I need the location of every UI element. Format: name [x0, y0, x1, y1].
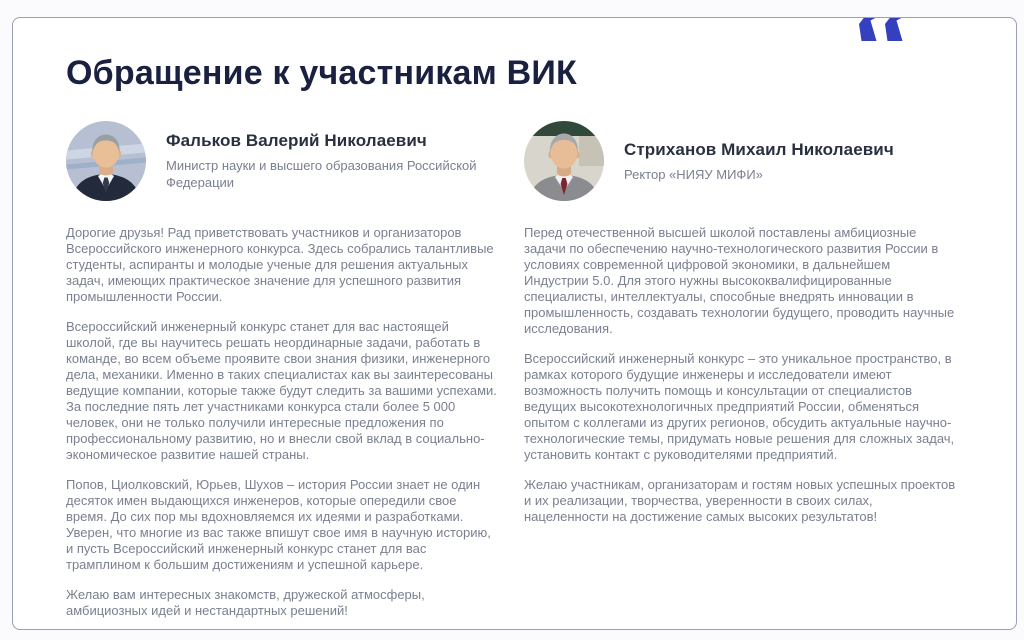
speaker-role-strikhanov: Ректор «НИЯУ МИФИ» — [624, 166, 763, 182]
speaker-column-strikhanov — [524, 121, 956, 630]
strikhanov-paragraph-3: Желаю участникам, организаторам и гостям новых успешных проектов и их реализации, творчества, уверенности в своих силах, нацеленности на достижение самых высоких результатов! — [524, 477, 956, 524]
speaker-ident-strikhanov — [624, 140, 894, 183]
speaker-name-falkov: Фальков Валерий Николаевич — [166, 131, 427, 150]
page-title: Обращение к участникам ВИК — [66, 54, 577, 92]
speaker-header-falkov — [66, 121, 498, 201]
speakers-columns — [66, 121, 956, 630]
strikhanov-portrait-photo — [524, 121, 604, 201]
speaker-name-strikhanov: Стриханов Михаил Николаевич — [624, 139, 894, 159]
speaker-ident-falkov — [166, 131, 498, 191]
speaker-role-falkov: Министр науки и высшего образования Российской Федерации — [166, 158, 477, 190]
strikhanov-paragraph-1: Перед отечественной высшей школой поставлены амбициозные задачи по обеспечению научно-технологического развития России в условиях современной цифровой экономики, в дальнейшем Индустрии 5.0. Для этого нужны высококвалифицированные специалисты, интеллектуалы, способные внедрять инновации в промышленность, создавать технологии будущего, проводить научные исследования. — [524, 225, 955, 336]
falkov-paragraph-3: Попов, Циолковский, Юрьев, Шухов – история России знает не один десяток имен выдающихся инженеров, которые опередили свое время. До сих пор мы вдохновляемся их идеями и разработками. Уверен, что многие из вас также впишут свое имя в научную историю, и пусть Всероссийский инженерный конкурс станет для вас трамплином к большим достижениям и успешной карьере. — [66, 477, 491, 572]
falkov-paragraph-2: Всероссийский инженерный конкурс станет для вас настоящей школой, где вы научитесь решать неординарные задачи, работать в команде, во всем объеме проявите свои знания физики, инженерного дела, механики. Именно в таких специалистах как вы заинтересованы ведущие компании, которые также будут следить за вашими успехами. За последние пять лет участниками конкурса стали более 5 000 человек, они не только получили интересные предложения по профессиональному развитию, но и внесли свой вклад в социально-экономическое развитие нашей страны. — [66, 319, 497, 462]
speaker-header-strikhanov — [524, 121, 956, 201]
double-quote-icon — [858, 17, 910, 42]
falkov-portrait-photo — [66, 121, 146, 201]
content-card — [12, 17, 1017, 630]
falkov-paragraph-4: Желаю вам интересных знакомств, дружеской атмосферы, амбициозных идей и нестандартных решений! — [66, 587, 425, 618]
strikhanov-paragraph-2: Всероссийский инженерный конкурс – это уникальное пространство, в рамках которого будущие инженеры и исследователи имеют возможность получить помощь и консультации от специалистов ведущих высокотехнологичных предприятий России, обменяться опытом с коллегами из других регионов, обсудить актуальные научно-технологические темы, придумать новые решения для сложных задач, установить контакт с руководителями предприятий. — [524, 351, 955, 462]
falkov-paragraph-1: Дорогие друзья! Рад приветствовать участников и организаторов Всероссийского инженерного конкурса. Здесь собрались талантливые студенты, аспиранты и молодые ученые для решения актуальных задач, имеющих практическое значение для успешного развития промышленности России. — [66, 225, 494, 304]
speaker-column-falkov — [66, 121, 498, 630]
